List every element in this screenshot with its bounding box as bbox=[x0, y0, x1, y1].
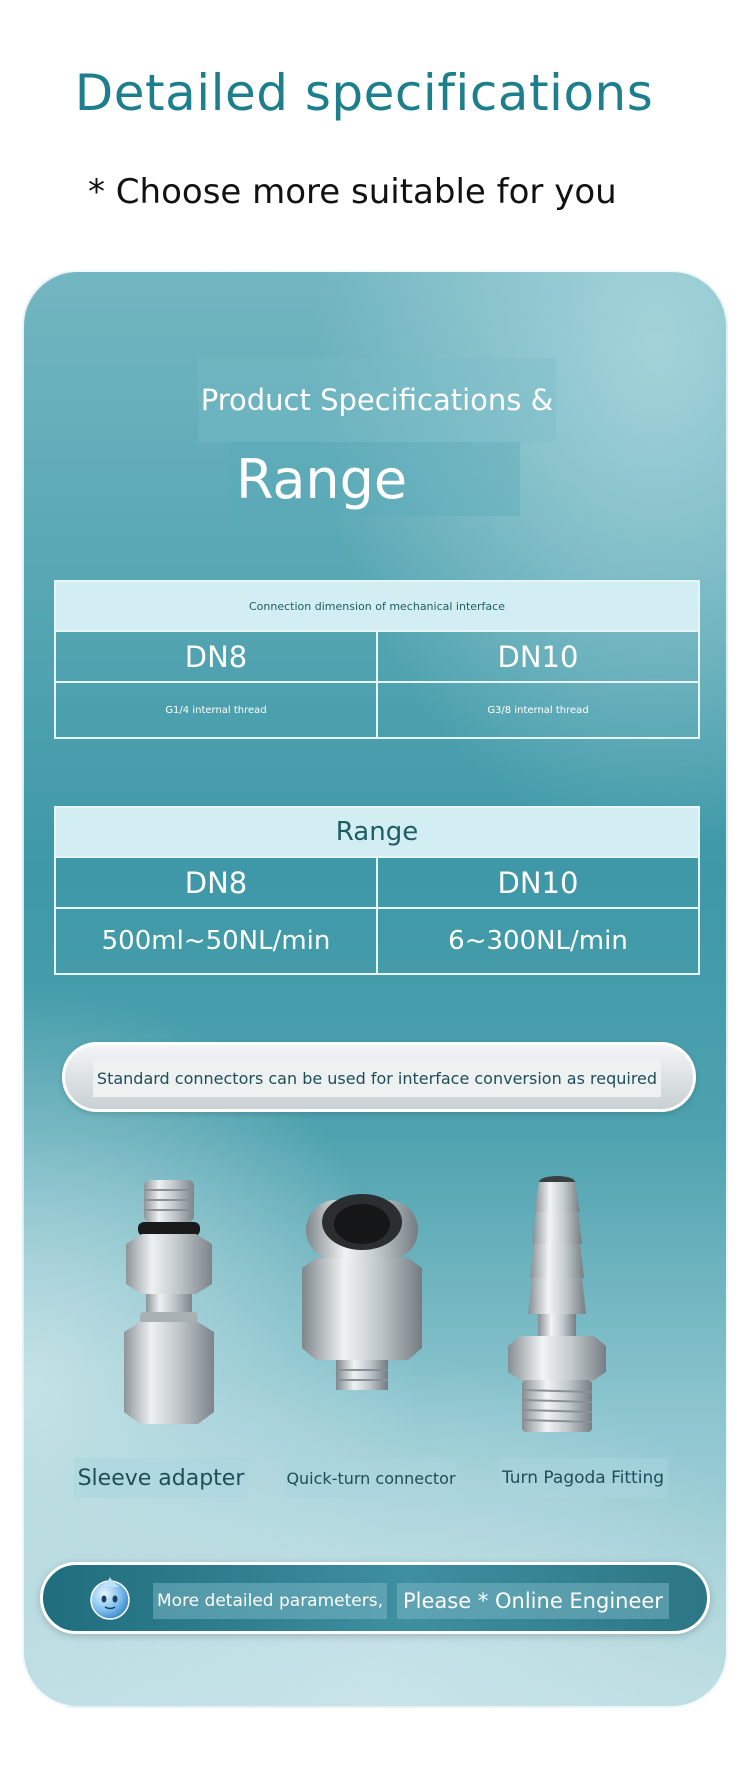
product-sleeve-adapter bbox=[104, 1172, 234, 1432]
thread-dn10: G3/8 internal thread bbox=[377, 682, 699, 738]
quick-turn-connector-icon bbox=[292, 1172, 432, 1412]
dimension-table bbox=[54, 580, 700, 739]
dimension-col-dn8: DN8 bbox=[55, 631, 377, 682]
mascot-icon bbox=[87, 1575, 133, 1621]
online-engineer-banner[interactable] bbox=[40, 1562, 710, 1634]
spec-title: Product Specifications & bbox=[198, 358, 556, 442]
range-dn10: 6~300NL/min bbox=[377, 908, 699, 974]
note-text: Standard connectors can be used for interface conversion as required bbox=[93, 1059, 661, 1097]
page-subtitle: * Choose more suitable for you bbox=[88, 172, 617, 212]
page-title: Detailed specifications bbox=[74, 64, 654, 122]
range-title: Range bbox=[230, 442, 520, 516]
product-quick-turn-connector bbox=[292, 1172, 432, 1412]
range-dn8: 500ml~50NL/min bbox=[55, 908, 377, 974]
cta-text-left: More detailed parameters, bbox=[153, 1583, 387, 1619]
product-label-pagoda-fitting: Turn Pagoda Fitting bbox=[498, 1458, 668, 1498]
product-label-quick-turn-connector: Quick-turn connector bbox=[286, 1458, 456, 1498]
thread-dn8: G1/4 internal thread bbox=[55, 682, 377, 738]
dimension-table-header: Connection dimension of mechanical interface bbox=[55, 581, 699, 631]
range-col-dn8: DN8 bbox=[55, 857, 377, 908]
product-pagoda-fitting bbox=[502, 1172, 612, 1442]
pagoda-fitting-icon bbox=[502, 1172, 612, 1442]
range-table bbox=[54, 806, 700, 975]
range-col-dn10: DN10 bbox=[377, 857, 699, 908]
spec-panel bbox=[22, 270, 728, 1708]
range-table-header: Range bbox=[55, 807, 699, 857]
dimension-col-dn10: DN10 bbox=[377, 631, 699, 682]
sleeve-adapter-icon bbox=[104, 1172, 234, 1432]
cta-text-right: Please * Online Engineer bbox=[397, 1583, 669, 1619]
product-label-sleeve-adapter: Sleeve adapter bbox=[74, 1458, 248, 1498]
note-banner bbox=[62, 1042, 696, 1112]
